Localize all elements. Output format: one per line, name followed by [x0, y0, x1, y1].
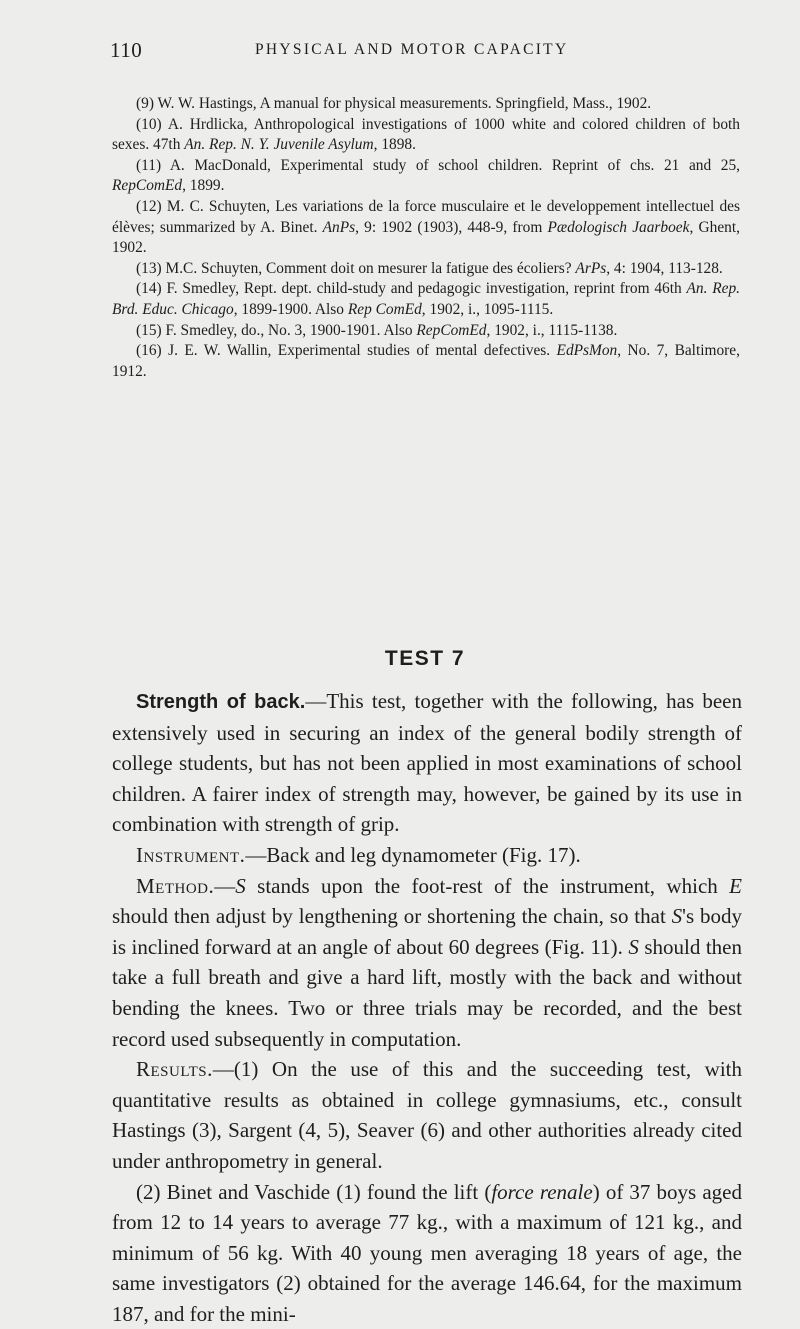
- reference-item: (10) A. Hrdlicka, Anthropological investigations of 1000 white and colored children of both sexes. 47th An. Rep. N. Y. Juvenile Asylum, 1898.: [112, 115, 740, 156]
- reference-item: (9) W. W. Hastings, A manual for physical measurements. Springfield, Mass., 1902.: [112, 94, 740, 115]
- reference-item: (14) F. Smedley, Rept. dept. child-study and pedagogic investigation, reprint from 46th An. Rep. Brd. Educ. Chicago, 1899-1900. Also Rep ComEd, 1902, i., 1095-1115.: [112, 279, 740, 320]
- paragraph: Strength of back.—This test, together with the following, has been extensively used in securing an index of the general bodily strength of college students, but has not been applied in most examinations of school children. A fairer index of strength may, however, be gained by its use in combination with strength of grip.: [112, 686, 742, 840]
- reference-item: (11) A. MacDonald, Experimental study of school children. Reprint of chs. 21 and 25, RepComEd, 1899.: [112, 156, 740, 197]
- body-text: [112, 686, 742, 1329]
- page-header: [110, 38, 740, 62]
- paragraph-lead: Strength of back.: [136, 691, 305, 713]
- paragraph: Results.—(1) On the use of this and the succeeding test, with quantitative results as obtained in college gymnasiums, etc., consult Hastings (3), Sargent (4, 5), Seaver (6) and other authorities already cited under anthropometry in general.: [112, 1054, 742, 1176]
- test-heading: TEST 7: [25, 647, 800, 671]
- paragraph: (2) Binet and Vaschide (1) found the lift (force renale) of 37 boys aged from 12 to 14 years to average 77 kg., with a maximum of 121 kg., and minimum of 56 kg. With 40 young men averaging 18 years of age, the same investigators (2) obtained for the average 146.64, for the maximum 187, and for the mini-: [112, 1177, 742, 1329]
- reference-list: [112, 94, 740, 382]
- paragraph-lead: Method.: [136, 874, 214, 898]
- reference-item: (13) M.C. Schuyten, Comment doit on mesurer la fatigue des écoliers? ArPs, 4: 1904, 113-128.: [112, 259, 740, 280]
- reference-item: (12) M. C. Schuyten, Les variations de la force musculaire et le developpement intellectuel des élèves; summarized by A. Binet. AnPs, 9: 1902 (1903), 448-9, from Pædologisch Jaarboek, Ghent, 1902.: [112, 197, 740, 259]
- reference-item: (16) J. E. W. Wallin, Experimental studies of mental defectives. EdPsMon, No. 7, Baltimore, 1912.: [112, 341, 740, 382]
- paragraph-lead: Instrument.: [136, 843, 245, 867]
- paragraph: Instrument.—Back and leg dynamometer (Fig. 17).: [112, 840, 742, 871]
- paragraph: Method.—S stands upon the foot-rest of the instrument, which E should then adjust by lengthening or shortening the chain, so that S's body is inclined forward at an angle of about 60 degrees (Fig. 11). S should then take a full breath and give a hard lift, mostly with the back and without bending the knees. Two or three trials may be recorded, and the best record used subsequently in computation.: [112, 871, 742, 1055]
- paragraph-lead: Results.: [136, 1057, 213, 1081]
- running-head: PHYSICAL AND MOTOR CAPACITY: [255, 41, 568, 59]
- page-number: 110: [110, 38, 142, 63]
- reference-item: (15) F. Smedley, do., No. 3, 1900-1901. Also RepComEd, 1902, i., 1115-1138.: [112, 321, 740, 342]
